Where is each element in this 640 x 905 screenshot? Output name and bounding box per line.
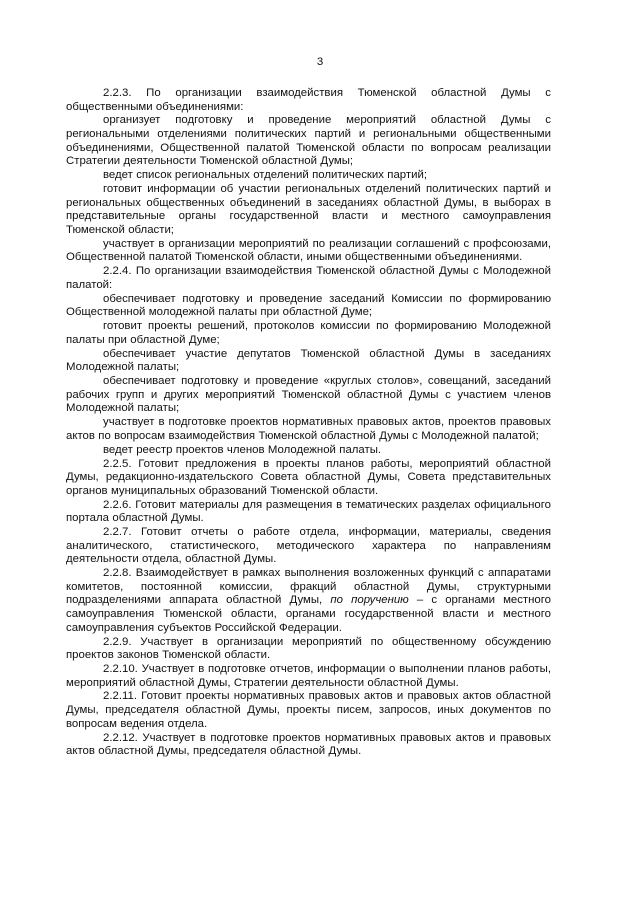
paragraph: организует подготовку и проведение мероприятий областной Думы с региональными отделениями политических партий и региональными общественными объединениями, Общественной палатой Тюменской области по вопросам реализации Стратегии деятельности Тюменской областной Думы;	[66, 114, 551, 168]
paragraph-2-2-7: 2.2.7. Готовит отчеты о работе отдела, информации, материалы, сведения аналитического, статистического, методического характера по направлениям деятельности отдела, областной Думы.	[66, 526, 551, 566]
paragraph: готовит проекты решений, протоколов комиссии по формированию Молодежной палаты при областной Думе;	[66, 320, 551, 346]
paragraph-2-2-11: 2.2.11. Готовит проекты нормативных правовых актов и правовых актов областной Думы, председателя областной Думы, проекты писем, запросов, иных документов по вопросам ведения отдела.	[66, 690, 551, 730]
paragraph: готовит информации об участии региональных отделений политических партий и региональных общественных объединений в заседаниях областной Думы, в выборах в представительные органы государственной власти и местного самоуправления Тюменской области;	[66, 183, 551, 236]
paragraph: обеспечивает подготовку и проведение заседаний Комиссии по формированию Общественной молодежной палаты при областной Думе;	[66, 292, 551, 319]
paragraph-2-2-6: 2.2.6. Готовит материалы для размещения в тематических разделах официального портала областной Думы.	[66, 498, 551, 525]
paragraph: обеспечивает участие депутатов Тюменской областной Думы в заседаниях Молодежной палаты;	[66, 347, 551, 374]
paragraph: участвует в организации мероприятий по реализации соглашений с профсоюзами, Общественной палатой Тюменской области, иными общественными объединениями.	[66, 237, 551, 264]
paragraph: обеспечивает подготовку и проведение «круглых столов», совещаний, заседаний рабочих групп и других мероприятий Тюменской областной Думы с участием членов Молодежной палаты;	[66, 375, 551, 415]
paragraph-2-2-4: 2.2.4. По организации взаимодействия Тюменской областной Думы с Молодежной палатой:	[66, 265, 551, 291]
document-body	[66, 87, 551, 759]
paragraph: ведет список региональных отделений политических партий;	[103, 169, 427, 182]
paragraph-2-2-8-text-end: – с органами местного самоуправления Тюменской области, органами государственной власти и местного самоуправления субъектов Российской Федерации.	[66, 594, 552, 634]
paragraph-2-2-5: 2.2.5. Готовит предложения в проекты планов работы, мероприятий областной Думы, редакционно-издательского Совета областной Думы, Совета представительных органов муниципальных образований Тюменской области.	[66, 457, 551, 497]
paragraph: участвует в подготовке проектов нормативных правовых актов, проектов правовых актов по вопросам взаимодействия Тюменской областной Думы с Молодежной палатой;	[66, 416, 551, 442]
paragraph-2-2-9: 2.2.9. Участвует в организации мероприятий по общественному обсуждению проектов законов Тюменской области.	[66, 635, 551, 662]
paragraph-2-2-8-text: 2.2.8. Взаимодействует в рамках выполнения возложенных функций с аппаратами комитетов, постоянной комиссии, фракций областной Думы, структурными подразделениями аппарата областной Думы,	[66, 567, 551, 607]
paragraph-2-2-10: 2.2.10. Участвует в подготовке отчетов, информации о выполнении планов работы, мероприятий областной Думы, Стратегии деятельности областной Думы.	[66, 662, 551, 689]
paragraph-2-2-3: 2.2.3. По организации взаимодействия Тюменской областной Думы с общественными объединениями:	[66, 87, 551, 113]
page-number: 3	[316, 56, 324, 68]
paragraph: ведет реестр проектов членов Молодежной палаты.	[103, 443, 382, 456]
paragraph-2-2-12: 2.2.12. Участвует в подготовке проектов нормативных правовых актов и правовых актов областной Думы, председателя областной Думы.	[66, 731, 551, 758]
paragraph-2-2-8	[66, 567, 551, 635]
paragraph-2-2-8-italic: по поручению	[330, 594, 409, 607]
